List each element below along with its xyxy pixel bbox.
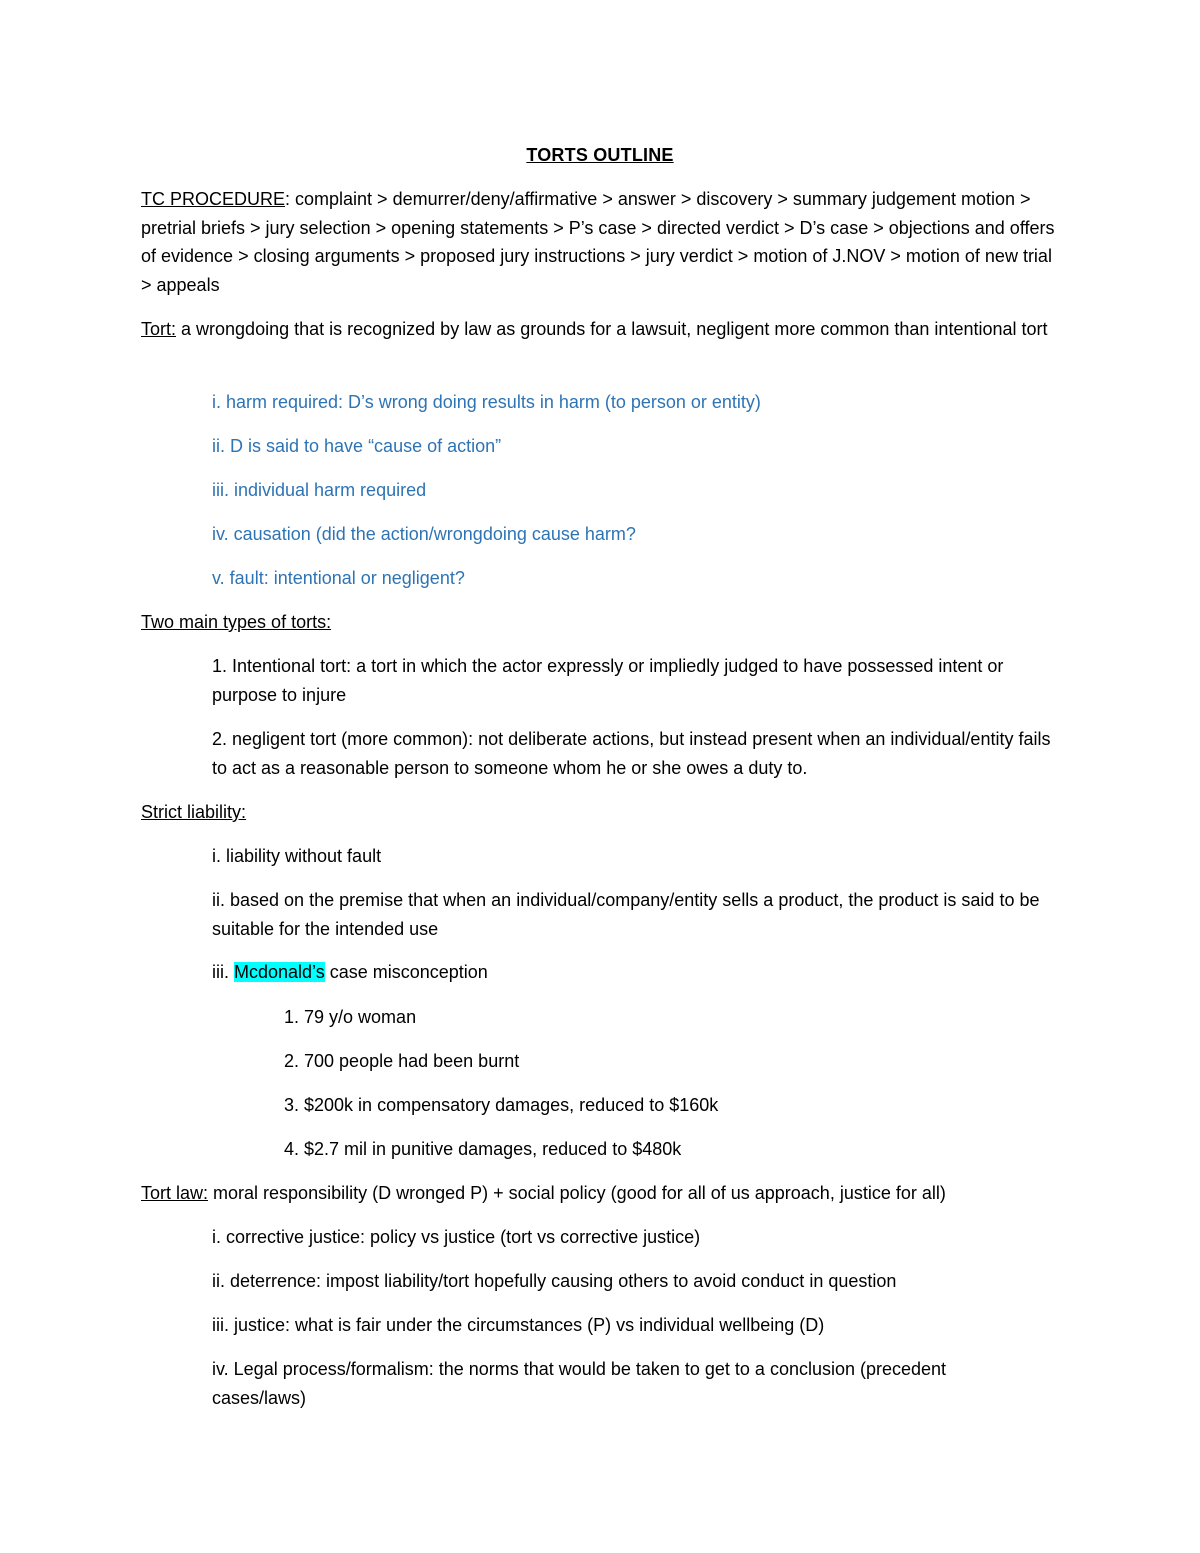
- mcdonalds-subitem: 2. 700 people had been burnt: [284, 1051, 520, 1071]
- tortlaw-item: iii. justice: what is fair under the circumstances (P) vs individual wellbeing (D): [212, 1315, 825, 1335]
- strict-heading: [141, 798, 1061, 827]
- mcdonalds-subitem: 4. $2.7 mil in punitive damages, reduced to $480k: [284, 1139, 682, 1159]
- mcdonalds-highlight: Mcdonald’s: [234, 962, 325, 982]
- strict-item: ii. based on the premise that when an individual/company/entity sells a product, the product is said to be suitable for the intended use: [212, 890, 1040, 939]
- types-heading: [141, 608, 1061, 637]
- mcdonalds-subitem: 3. $200k in compensatory damages, reduced to $160k: [284, 1095, 719, 1115]
- tort-label: Tort:: [141, 319, 177, 339]
- document-title: TORTS OUTLINE: [526, 145, 674, 165]
- tort-item: iii. individual harm required: [212, 480, 427, 500]
- types-item: 2. negligent tort (more common): not deliberate actions, but instead present when an individual/entity fails to act as a reasonable person to someone whom he or she owes a duty to.: [212, 729, 1051, 778]
- tortlaw-item: ii. deterrence: impost liability/tort hopefully causing others to avoid conduct in question: [212, 1271, 897, 1291]
- tortlaw-label: Tort law:: [141, 1183, 209, 1203]
- tort-item: ii. D is said to have “cause of action”: [212, 436, 502, 456]
- procedure-label: TC PROCEDURE: [141, 189, 286, 209]
- tort-paragraph: [141, 315, 1061, 344]
- tort-item: i. harm required: D’s wrong doing results in harm (to person or entity): [212, 392, 761, 412]
- tort-item: v. fault: intentional or negligent?: [212, 568, 465, 588]
- tortlaw-item: iv. Legal process/formalism: the norms that would be taken to get to a conclusion (precedent cases/laws): [212, 1359, 947, 1408]
- tort-item: iv. causation (did the action/wrongdoing cause harm?: [212, 524, 636, 544]
- mcdonalds-prefix: iii.: [212, 962, 234, 982]
- strict-item: i. liability without fault: [212, 846, 382, 866]
- procedure-text: : complaint > demurrer/deny/affirmative > answer > discovery > summary judgement motion > pretrial briefs > jury selection > opening statements > P’s case > directed verdict > D’s case > objections and offers of evidence > closing arguments > proposed jury instructions > jury verdict > motion of J.NOV > motion of new trial > appeals: [141, 189, 1055, 295]
- tort-text: a wrongdoing that is recognized by law as grounds for a lawsuit, negligent more common than intentional tort: [176, 319, 1048, 339]
- tortlaw-text: moral responsibility (D wronged P) + social policy (good for all of us approach, justice for all): [208, 1183, 946, 1203]
- mcdonalds-item: [212, 958, 1072, 987]
- strict-label: Strict liability:: [141, 802, 247, 822]
- types-label: Two main types of torts:: [141, 612, 332, 632]
- procedure-paragraph: [141, 185, 1061, 299]
- mcdonalds-subitem: 1. 79 y/o woman: [284, 1007, 417, 1027]
- tortlaw-paragraph: [141, 1179, 1041, 1208]
- mcdonalds-suffix: case misconception: [324, 962, 488, 982]
- types-item: 1. Intentional tort: a tort in which the actor expressly or impliedly judged to have possessed intent or purpose to injure: [212, 656, 1004, 705]
- tortlaw-item: i. corrective justice: policy vs justice (tort vs corrective justice): [212, 1227, 701, 1247]
